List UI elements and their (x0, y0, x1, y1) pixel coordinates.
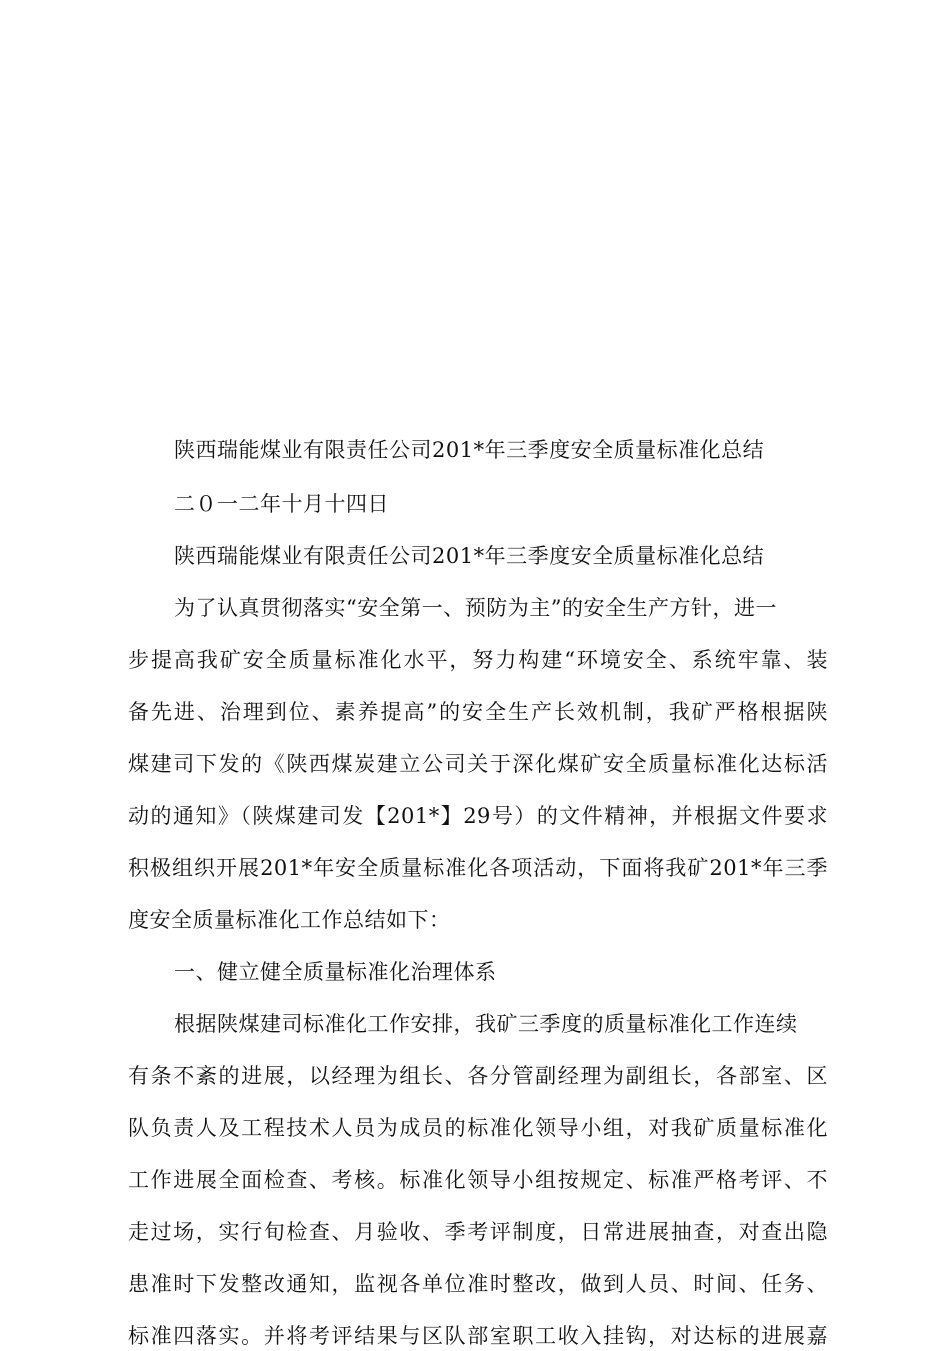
section-paragraph-line: 患准时下发整改通知，监视各单位准时整改，做到人员、时间、任务、 (128, 1272, 828, 1296)
section-paragraph-line: 工作进展全面检查、考核。标准化领导小组按规定、标准严格考评、不 (128, 1168, 828, 1192)
document-title-repeat: 陕西瑞能煤业有限责任公司201*年三季度安全质量标准化总结 (174, 544, 765, 568)
section-paragraph-line: 有条不紊的进展，以经理为组长、各分管副经理为副组长，各部室、区 (128, 1064, 828, 1088)
section-paragraph-line: 走过场，实行旬检查、月验收、季考评制度，日常进展抽查，对查出隐 (128, 1220, 828, 1244)
document-date: 二０一二年十月十四日 (174, 492, 389, 516)
document-title: 陕西瑞能煤业有限责任公司201*年三季度安全质量标准化总结 (174, 438, 765, 462)
section-heading: 一、健立健全质量标准化治理体系 (174, 960, 497, 984)
intro-paragraph-line: 备先进、治理到位、素养提高”的安全生产长效机制，我矿严格根据陕 (128, 700, 828, 724)
section-paragraph-line: 根据陕煤建司标准化工作安排，我矿三季度的质量标准化工作连续 (174, 1012, 798, 1036)
intro-paragraph-line: 为了认真贯彻落实“安全第一、预防为主”的安全生产方针，进一 (174, 596, 777, 620)
intro-paragraph-line: 积极组织开展201*年安全质量标准化各项活动，下面将我矿201*年三季 (128, 856, 828, 880)
intro-paragraph-line: 动的通知》（陕煤建司发【201*】29号）的文件精神，并根据文件要求 (128, 804, 828, 828)
section-paragraph-line: 标准四落实。并将考评结果与区队部室职工收入挂钩，对达标的进展嘉 (128, 1324, 828, 1348)
intro-paragraph-line: 煤建司下发的《陕西煤炭建立公司关于深化煤矿安全质量标准化达标活 (128, 752, 828, 776)
intro-paragraph-line: 步提高我矿安全质量标准化水平，努力构建“环境安全、系统牢靠、装 (128, 648, 828, 672)
section-paragraph-line: 队负责人及工程技术人员为成员的标准化领导小组，对我矿质量标准化 (128, 1116, 828, 1140)
intro-paragraph-line: 度安全质量标准化工作总结如下： (128, 908, 451, 932)
